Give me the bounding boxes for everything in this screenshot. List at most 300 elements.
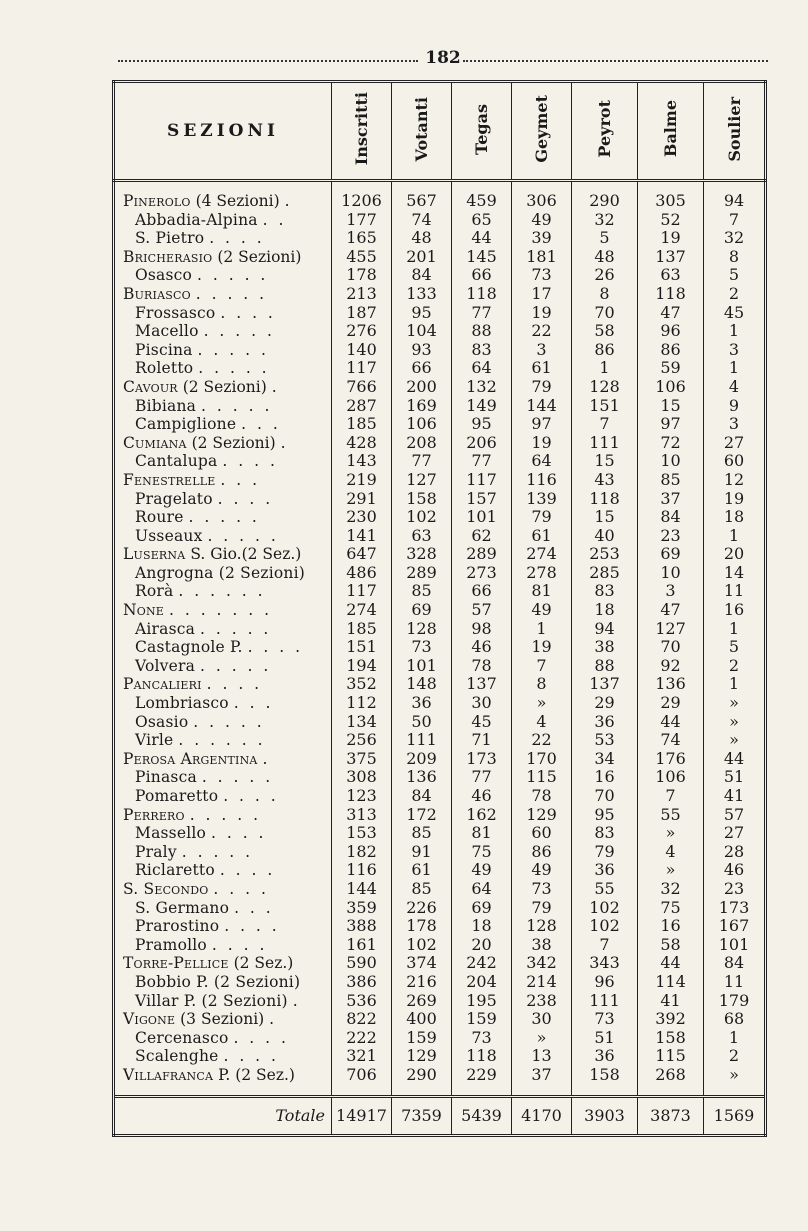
leader-dots: . . . . .	[188, 508, 260, 527]
table-row	[114, 285, 766, 304]
section-name: Riclaretto	[135, 861, 215, 880]
value-cell: 16	[572, 768, 638, 787]
value-cell: 12	[704, 471, 766, 490]
leader-dots: . . . .	[223, 1047, 279, 1066]
value-cell: 8	[704, 248, 766, 267]
value-cell: 214	[512, 973, 572, 992]
value-cell: 85	[392, 880, 452, 899]
value-cell: 173	[704, 899, 766, 918]
section-name-cell	[114, 1010, 332, 1029]
value-cell: 116	[332, 861, 392, 880]
value-cell: 111	[572, 434, 638, 453]
value-cell: 127	[392, 471, 452, 490]
value-cell: 111	[572, 992, 638, 1011]
leader-dots: . . . . .	[181, 842, 254, 861]
value-cell: 102	[572, 917, 638, 936]
header-tegas-label: Tegas	[472, 103, 491, 155]
section-name: Massello	[135, 824, 207, 843]
value-cell: 178	[332, 266, 392, 285]
leader-dots: . . . .	[217, 489, 274, 508]
section-name: Bibiana	[135, 396, 197, 415]
header-soulier-label: Soulier	[724, 96, 744, 162]
totale-value: 3873	[638, 1096, 704, 1135]
table-header-row	[114, 82, 766, 181]
value-cell: 129	[512, 806, 572, 825]
value-cell: 149	[452, 397, 512, 416]
section-name: Torre-Pellice	[123, 954, 229, 973]
value-cell: 2	[704, 1047, 766, 1066]
value-cell: 29	[572, 694, 638, 713]
section-name-cell	[114, 750, 332, 769]
section-name-cell	[114, 564, 332, 583]
value-cell: 44	[638, 954, 704, 973]
results-table-wrapper	[112, 80, 764, 1165]
value-cell: 11	[704, 582, 766, 601]
leader-dots: . . . . .	[189, 805, 262, 824]
value-cell: 287	[332, 397, 392, 416]
value-cell: 208	[392, 434, 452, 453]
value-cell: 20	[704, 545, 766, 564]
header-balme-label: Balme	[661, 100, 680, 158]
section-name-cell	[114, 1066, 332, 1085]
section-name: Rorà	[135, 582, 174, 601]
section-suffix: (4 Sezioni)	[190, 192, 280, 210]
value-cell: 7	[572, 936, 638, 955]
leader-dots: . . . . . .	[178, 582, 266, 601]
section-suffix: (2 Sez.)	[228, 954, 294, 973]
value-cell: 3	[638, 582, 704, 601]
value-cell: 305	[638, 181, 704, 211]
table-row	[114, 434, 766, 453]
table-row	[114, 768, 766, 787]
value-cell: 209	[392, 750, 452, 769]
value-cell: 486	[332, 564, 392, 583]
value-cell: 118	[452, 1047, 512, 1066]
value-cell: 11	[704, 973, 766, 992]
value-cell: 86	[572, 341, 638, 360]
value-cell: 165	[332, 229, 392, 248]
header-inscritti	[332, 82, 392, 181]
value-cell: 78	[452, 657, 512, 676]
value-cell: 53	[572, 731, 638, 750]
leader-dots: . . . . .	[193, 712, 265, 731]
value-cell: 145	[452, 248, 512, 267]
header-inscritti-label: Inscritti	[352, 92, 371, 166]
section-name: Perosa Argentina	[123, 749, 258, 768]
leader-dots: . . . . .	[201, 768, 274, 787]
leader-dots: .	[271, 377, 280, 396]
leader-dots: . . . .	[224, 917, 280, 936]
value-cell: 48	[392, 229, 452, 248]
value-cell: 48	[572, 248, 638, 267]
section-name: Abbadia-Alpina	[135, 210, 258, 229]
value-cell: 43	[572, 471, 638, 490]
value-cell: 313	[332, 806, 392, 825]
value-cell: 84	[638, 508, 704, 527]
value-cell: 106	[638, 768, 704, 787]
section-name: Piscina	[135, 340, 193, 359]
table-row	[114, 657, 766, 676]
value-cell: 706	[332, 1066, 392, 1085]
value-cell: 73	[572, 1010, 638, 1029]
value-cell: 178	[392, 917, 452, 936]
value-cell: 2	[704, 657, 766, 676]
value-cell: 49	[512, 861, 572, 880]
header-rule-left	[118, 60, 418, 62]
section-name: Luserna	[123, 545, 186, 564]
value-cell: 153	[332, 824, 392, 843]
value-cell: 58	[572, 322, 638, 341]
value-cell: 70	[638, 638, 704, 657]
table-row	[114, 713, 766, 732]
value-cell: 106	[392, 415, 452, 434]
value-cell: 96	[572, 973, 638, 992]
leader-dots: . . . . .	[195, 284, 268, 303]
table-row	[114, 750, 766, 769]
section-name: S. Secondo	[123, 879, 209, 898]
totale-value: 5439	[452, 1096, 512, 1135]
value-cell: 26	[572, 266, 638, 285]
value-cell: 59	[638, 359, 704, 378]
value-cell: 151	[572, 397, 638, 416]
value-cell: 766	[332, 378, 392, 397]
value-cell: 64	[452, 880, 512, 899]
table-row	[114, 731, 766, 750]
value-cell: 9	[704, 397, 766, 416]
section-name-cell	[114, 713, 332, 732]
section-name: Perrero	[123, 805, 185, 824]
value-cell: 68	[704, 1010, 766, 1029]
table-row	[114, 359, 766, 378]
value-cell: 73	[452, 1029, 512, 1048]
value-cell: 69	[392, 601, 452, 620]
totale-row	[114, 1096, 766, 1135]
section-name-cell	[114, 582, 332, 601]
value-cell: 4	[512, 713, 572, 732]
value-cell: 374	[392, 954, 452, 973]
value-cell: 117	[332, 359, 392, 378]
value-cell: 158	[392, 490, 452, 509]
table-row	[114, 638, 766, 657]
table-row	[114, 620, 766, 639]
value-cell: 79	[512, 899, 572, 918]
header-peyrot-label: Peyrot	[595, 100, 614, 158]
value-cell: »	[704, 1066, 766, 1085]
header-peyrot	[572, 82, 638, 181]
leader-dots: . . . .	[209, 229, 265, 248]
value-cell: 83	[572, 824, 638, 843]
leader-dots: . . . . .	[207, 526, 279, 545]
value-cell: 38	[512, 936, 572, 955]
value-cell: 49	[512, 601, 572, 620]
value-cell: 19	[512, 638, 572, 657]
section-name: None	[123, 601, 165, 620]
leader-dots: . . .	[241, 415, 281, 434]
value-cell: 278	[512, 564, 572, 583]
value-cell: 36	[392, 694, 452, 713]
value-cell: 141	[332, 527, 392, 546]
value-cell: 46	[452, 638, 512, 657]
value-cell: 115	[512, 768, 572, 787]
section-suffix: P. (2 Sez.)	[213, 1065, 295, 1084]
value-cell: 18	[704, 508, 766, 527]
value-cell: 79	[512, 508, 572, 527]
table-row	[114, 936, 766, 955]
leader-dots: . . . .	[213, 879, 269, 898]
value-cell: 81	[512, 582, 572, 601]
value-cell: »	[638, 824, 704, 843]
value-cell: 61	[512, 527, 572, 546]
section-name-cell	[114, 285, 332, 304]
value-cell: 52	[638, 211, 704, 230]
value-cell: »	[704, 713, 766, 732]
value-cell: 22	[512, 731, 572, 750]
value-cell: 567	[392, 181, 452, 211]
value-cell: 36	[572, 1047, 638, 1066]
section-name-cell	[114, 378, 332, 397]
value-cell: 70	[572, 787, 638, 806]
value-cell: 23	[638, 527, 704, 546]
value-cell: 269	[392, 992, 452, 1011]
value-cell: 32	[572, 211, 638, 230]
value-cell: 115	[638, 1047, 704, 1066]
header-sezioni: SEZIONI	[114, 82, 332, 181]
value-cell: 173	[452, 750, 512, 769]
value-cell: 306	[512, 181, 572, 211]
value-cell: 104	[392, 322, 452, 341]
value-cell: 36	[572, 861, 638, 880]
leader-dots: .	[292, 991, 301, 1010]
value-cell: 375	[332, 750, 392, 769]
table-row	[114, 1066, 766, 1085]
section-name: Pinerolo	[123, 192, 191, 210]
value-cell: 274	[512, 545, 572, 564]
value-cell: 22	[512, 322, 572, 341]
table-row	[114, 694, 766, 713]
value-cell: 226	[392, 899, 452, 918]
section-name: Airasca	[135, 619, 196, 638]
value-cell: 8	[572, 285, 638, 304]
section-name-cell	[114, 508, 332, 527]
value-cell: 13	[512, 1047, 572, 1066]
section-name: Villar P. (2 Sezioni)	[135, 991, 288, 1010]
value-cell: 41	[704, 787, 766, 806]
table-row	[114, 545, 766, 564]
value-cell: 55	[638, 806, 704, 825]
value-cell: 328	[392, 545, 452, 564]
table-row	[114, 1047, 766, 1066]
value-cell: 151	[332, 638, 392, 657]
value-cell: 290	[572, 181, 638, 211]
table-row	[114, 490, 766, 509]
section-name-cell	[114, 899, 332, 918]
section-name: Volvera	[135, 656, 196, 675]
table-row	[114, 1029, 766, 1048]
value-cell: 8	[512, 675, 572, 694]
value-cell: 73	[512, 266, 572, 285]
section-name-cell	[114, 620, 332, 639]
leader-dots: . . . . .	[201, 396, 273, 415]
value-cell: 276	[332, 322, 392, 341]
value-cell: 342	[512, 954, 572, 973]
value-cell: 86	[638, 341, 704, 360]
value-cell: 20	[452, 936, 512, 955]
totale-value: 7359	[392, 1096, 452, 1135]
spacer-cell	[392, 1085, 452, 1097]
section-name-cell	[114, 731, 332, 750]
value-cell: 49	[512, 211, 572, 230]
value-cell: 83	[572, 582, 638, 601]
table-row	[114, 322, 766, 341]
section-name: S. Pietro	[135, 229, 205, 248]
table-row	[114, 211, 766, 230]
section-name-cell	[114, 768, 332, 787]
value-cell: 16	[638, 917, 704, 936]
section-name-cell	[114, 601, 332, 620]
leader-dots: . . . .	[233, 1028, 289, 1047]
value-cell: 45	[704, 304, 766, 323]
section-name-cell	[114, 936, 332, 955]
value-cell: 128	[392, 620, 452, 639]
value-cell: 118	[452, 285, 512, 304]
value-cell: 19	[638, 229, 704, 248]
value-cell: 57	[452, 601, 512, 620]
value-cell: 41	[638, 992, 704, 1011]
table-row	[114, 508, 766, 527]
leader-dots: .	[280, 433, 289, 452]
value-cell: 61	[512, 359, 572, 378]
value-cell: 28	[704, 843, 766, 862]
value-cell: 274	[332, 601, 392, 620]
value-cell: 290	[392, 1066, 452, 1085]
value-cell: 148	[392, 675, 452, 694]
leader-dots: . . .	[233, 694, 274, 713]
spacer-cell	[572, 1085, 638, 1097]
value-cell: 139	[512, 490, 572, 509]
value-cell: 352	[332, 675, 392, 694]
spacer-cell	[704, 1085, 766, 1097]
value-cell: 29	[638, 694, 704, 713]
value-cell: 392	[638, 1010, 704, 1029]
value-cell: 44	[638, 713, 704, 732]
section-name-cell	[114, 657, 332, 676]
value-cell: 1	[704, 527, 766, 546]
section-name-cell	[114, 1047, 332, 1066]
value-cell: 308	[332, 768, 392, 787]
section-name-cell	[114, 181, 332, 211]
value-cell: 71	[452, 731, 512, 750]
value-cell: 62	[452, 527, 512, 546]
section-name-cell	[114, 1029, 332, 1048]
value-cell: 27	[704, 824, 766, 843]
value-cell: »	[704, 731, 766, 750]
page-number: 182	[425, 48, 461, 68]
table-row	[114, 527, 766, 546]
value-cell: 55	[572, 880, 638, 899]
value-cell: 15	[572, 508, 638, 527]
value-cell: 137	[452, 675, 512, 694]
value-cell: 4	[704, 378, 766, 397]
value-cell: 185	[332, 415, 392, 434]
value-cell: 72	[638, 434, 704, 453]
value-cell: 117	[332, 582, 392, 601]
value-cell: 172	[392, 806, 452, 825]
value-cell: 238	[512, 992, 572, 1011]
totale-label: Totale	[114, 1096, 332, 1135]
value-cell: 66	[452, 582, 512, 601]
value-cell: 98	[452, 620, 512, 639]
value-cell: 359	[332, 899, 392, 918]
value-cell: 73	[512, 880, 572, 899]
value-cell: 70	[572, 304, 638, 323]
value-cell: 647	[332, 545, 392, 564]
section-name: Roure	[135, 508, 184, 527]
section-name: Cantalupa	[135, 452, 218, 471]
page-header	[118, 48, 768, 70]
value-cell: 167	[704, 917, 766, 936]
leader-dots: . . .	[220, 470, 261, 489]
section-suffix: (2 Sezioni)	[212, 247, 302, 266]
value-cell: 44	[452, 229, 512, 248]
value-cell: 15	[638, 397, 704, 416]
value-cell: 1	[704, 675, 766, 694]
value-cell: 177	[332, 211, 392, 230]
value-cell: 253	[572, 545, 638, 564]
value-cell: 94	[572, 620, 638, 639]
value-cell: 170	[512, 750, 572, 769]
value-cell: 30	[512, 1010, 572, 1029]
section-name: Vigone	[123, 1010, 176, 1029]
value-cell: 19	[512, 304, 572, 323]
value-cell: 88	[572, 657, 638, 676]
value-cell: 4	[638, 843, 704, 862]
value-cell: 201	[392, 248, 452, 267]
table-row	[114, 992, 766, 1011]
value-cell: 18	[572, 601, 638, 620]
value-cell: 187	[332, 304, 392, 323]
value-cell: 229	[452, 1066, 512, 1085]
value-cell: 117	[452, 471, 512, 490]
value-cell: 268	[638, 1066, 704, 1085]
leader-dots: . . . . .	[198, 359, 270, 378]
value-cell: 112	[332, 694, 392, 713]
section-name-cell	[114, 397, 332, 416]
election-results-table	[112, 80, 767, 1137]
value-cell: 343	[572, 954, 638, 973]
section-name-cell	[114, 415, 332, 434]
totale-value: 14917	[332, 1096, 392, 1135]
value-cell: 194	[332, 657, 392, 676]
header-balme	[638, 82, 704, 181]
value-cell: 161	[332, 936, 392, 955]
section-name-cell	[114, 359, 332, 378]
section-name-cell	[114, 806, 332, 825]
value-cell: 213	[332, 285, 392, 304]
value-cell: 114	[638, 973, 704, 992]
section-name-cell	[114, 341, 332, 360]
value-cell: 1	[704, 1029, 766, 1048]
value-cell: 133	[392, 285, 452, 304]
value-cell: 17	[512, 285, 572, 304]
value-cell: »	[704, 694, 766, 713]
leader-dots: . . . . .	[197, 340, 269, 359]
value-cell: 64	[512, 452, 572, 471]
value-cell: 291	[332, 490, 392, 509]
value-cell: 19	[704, 490, 766, 509]
value-cell: 118	[572, 490, 638, 509]
value-cell: 123	[332, 787, 392, 806]
value-cell: 10	[638, 452, 704, 471]
